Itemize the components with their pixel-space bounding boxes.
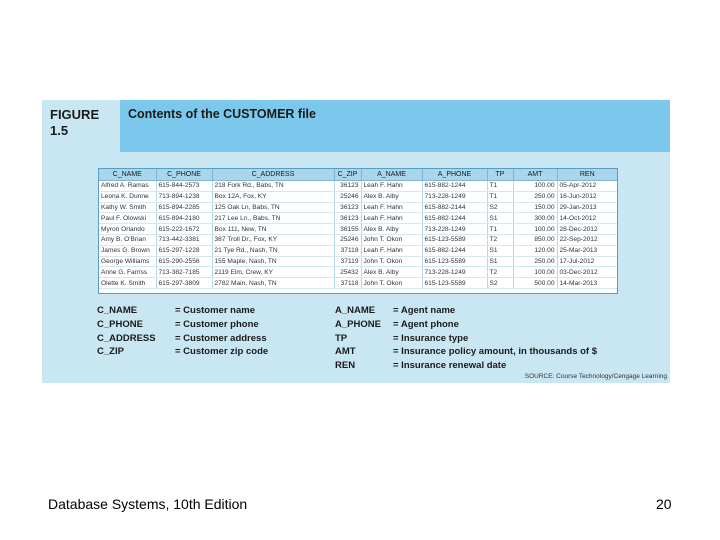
legend-field-definition: = Insurance type: [393, 332, 469, 344]
cell-c-phone: 615-844-2573: [156, 181, 212, 192]
cell-c-phone: 615-290-2556: [156, 256, 212, 267]
cell-ren: 28-Dec-2012: [557, 224, 617, 235]
table-header-row: [99, 169, 617, 181]
cell-c-name: Myron Orlando: [99, 224, 156, 235]
cell-a-name: Leah F. Hahn: [361, 181, 422, 192]
table-row: [99, 181, 617, 192]
cell-amt: 120.00: [513, 245, 557, 256]
cell-c-phone: 615-894-2180: [156, 213, 212, 224]
cell-tp: T2: [487, 234, 513, 245]
cell-a-name: Alex B. Alby: [361, 267, 422, 278]
legend-field-definition: = Agent phone: [393, 318, 459, 330]
legend-field-definition: = Customer address: [175, 332, 267, 344]
cell-tp: T1: [487, 191, 513, 202]
cell-a-phone: 615-882-2144: [422, 202, 487, 213]
cell-c-name: Kathy W. Smith: [99, 202, 156, 213]
cell-amt: 300.00: [513, 213, 557, 224]
table-row: [99, 245, 617, 256]
cell-a-name: Alex B. Alby: [361, 224, 422, 235]
figure-title: Contents of the CUSTOMER file: [128, 107, 316, 121]
legend-field-name: C_PHONE: [97, 318, 143, 330]
legend-field-definition: = Insurance policy amount, in thousands of $: [393, 346, 598, 358]
cell-c-phone: 615-297-1228: [156, 245, 212, 256]
cell-c-phone: 713-442-3381: [156, 234, 212, 245]
table-row: [99, 191, 617, 202]
cell-tp: S1: [487, 213, 513, 224]
column-header-a-phone: A_PHONE: [422, 169, 487, 181]
cell-c-address: 2782 Main, Nash, TN: [212, 278, 334, 289]
column-header-c-phone: C_PHONE: [156, 169, 212, 181]
cell-c-zip: 37118: [334, 245, 361, 256]
cell-a-phone: 615-882-1244: [422, 245, 487, 256]
cell-amt: 500.00: [513, 278, 557, 289]
footer-book-title: Database Systems, 10th Edition: [48, 496, 248, 512]
cell-ren: 03-Dec-2012: [557, 267, 617, 278]
cell-ren: 05-Apr-2012: [557, 181, 617, 192]
cell-c-name: Amy B. O'Brian: [99, 234, 156, 245]
cell-tp: T1: [487, 181, 513, 192]
cell-a-name: John T. Okon: [361, 256, 422, 267]
figure-number: 1.5: [50, 123, 69, 138]
cell-a-name: Alex B. Alby: [361, 191, 422, 202]
table-row: [99, 234, 617, 245]
cell-c-address: 2119 Elm, Crew, KY: [212, 267, 334, 278]
cell-tp: T2: [487, 267, 513, 278]
cell-amt: 100.00: [513, 224, 557, 235]
cell-c-address: 217 Lee Ln., Babs, TN: [212, 213, 334, 224]
cell-a-phone: 615-123-5589: [422, 256, 487, 267]
column-header-amt: AMT: [513, 169, 557, 181]
column-header-a-name: A_NAME: [361, 169, 422, 181]
cell-a-phone: 615-882-1244: [422, 181, 487, 192]
cell-amt: 250.00: [513, 191, 557, 202]
figure-label: FIGURE: [50, 107, 100, 122]
cell-tp: T1: [487, 224, 513, 235]
table-row: [99, 256, 617, 267]
cell-c-name: Anne G. Farriss: [99, 267, 156, 278]
cell-c-zip: 36123: [334, 181, 361, 192]
cell-c-address: Box 111, New, TN: [212, 224, 334, 235]
table-row: [99, 213, 617, 224]
cell-a-name: John T. Okon: [361, 278, 422, 289]
cell-c-zip: 36155: [334, 224, 361, 235]
cell-c-address: 125 Oak Ln, Babs, TN: [212, 202, 334, 213]
cell-a-phone: 615-123-5589: [422, 234, 487, 245]
column-header-ren: REN: [557, 169, 617, 181]
legend-field-name: C_ZIP: [97, 346, 124, 358]
cell-a-phone: 615-882-1244: [422, 213, 487, 224]
cell-tp: S2: [487, 202, 513, 213]
cell-tp: S2: [487, 278, 513, 289]
legend-field-definition: = Customer name: [175, 305, 255, 316]
table-row: [99, 202, 617, 213]
cell-amt: 250.00: [513, 256, 557, 267]
cell-a-phone: 713-228-1249: [422, 267, 487, 278]
cell-c-phone: 615-297-3809: [156, 278, 212, 289]
legend-field-definition: = Agent name: [393, 305, 456, 316]
cell-c-phone: 713-894-1238: [156, 191, 212, 202]
legend-field-name: C_ADDRESS: [97, 332, 156, 344]
cell-ren: 25-Mar-2013: [557, 245, 617, 256]
legend-field-name: AMT: [335, 346, 356, 358]
table-row: [99, 278, 617, 289]
cell-c-zip: 36123: [334, 202, 361, 213]
cell-a-phone: 713-228-1249: [422, 191, 487, 202]
column-header-c-zip: C_ZIP: [334, 169, 361, 181]
cell-ren: 29-Jan-2013: [557, 202, 617, 213]
legend-field-name: C_NAME: [97, 305, 138, 316]
cell-amt: 850.00: [513, 234, 557, 245]
cell-c-zip: 25246: [334, 234, 361, 245]
page-number: 20: [656, 496, 672, 512]
cell-c-address: 155 Maple, Nash, TN: [212, 256, 334, 267]
column-header-c-address: C_ADDRESS: [212, 169, 334, 181]
cell-c-zip: 36123: [334, 213, 361, 224]
legend-field-name: TP: [335, 332, 348, 344]
customer-file-figure: [42, 100, 670, 383]
cell-amt: 100.00: [513, 181, 557, 192]
cell-c-name: Paul F. Olowski: [99, 213, 156, 224]
cell-ren: 16-Jun-2012: [557, 191, 617, 202]
cell-c-phone: 713-382-7185: [156, 267, 212, 278]
cell-c-address: 387 Troll Dr., Fox, KY: [212, 234, 334, 245]
table-body: [99, 181, 617, 289]
cell-c-address: Box 12A, Fox, KY: [212, 191, 334, 202]
cell-tp: S1: [487, 256, 513, 267]
cell-a-name: Leah F. Hahn: [361, 213, 422, 224]
legend-field-definition: = Insurance renewal date: [393, 360, 507, 372]
cell-a-name: Leah F. Hahn: [361, 202, 422, 213]
cell-amt: 150.00: [513, 202, 557, 213]
table-row: [99, 224, 617, 235]
column-header-c-name: C_NAME: [99, 169, 156, 181]
cell-ren: 22-Sep-2012: [557, 234, 617, 245]
cell-ren: 17-Jul-2012: [557, 256, 617, 267]
cell-c-zip: 25246: [334, 191, 361, 202]
cell-c-name: George Williams: [99, 256, 156, 267]
cell-c-name: Leona K. Dunne: [99, 191, 156, 202]
legend-field-definition: = Customer zip code: [175, 346, 269, 358]
cell-a-phone: 713-228-1249: [422, 224, 487, 235]
legend-field-name: A_PHONE: [335, 318, 381, 330]
legend-field-name: REN: [335, 360, 356, 372]
cell-c-address: 21 Tye Rd., Nash, TN: [212, 245, 334, 256]
table-row: [99, 267, 617, 278]
cell-c-name: Olette K. Smith: [99, 278, 156, 289]
cell-a-phone: 615-123-5589: [422, 278, 487, 289]
cell-c-phone: 615-894-2285: [156, 202, 212, 213]
cell-c-phone: 615-222-1672: [156, 224, 212, 235]
cell-c-zip: 37119: [334, 256, 361, 267]
cell-ren: 14-Mar-2013: [557, 278, 617, 289]
cell-a-name: John T. Okon: [361, 234, 422, 245]
cell-amt: 100.00: [513, 267, 557, 278]
figure-label-box: [42, 100, 120, 152]
cell-c-name: Alfred A. Ramas: [99, 181, 156, 192]
customer-table: [99, 169, 617, 289]
legend-field-name: A_NAME: [335, 305, 376, 316]
cell-a-name: Leah F. Hahn: [361, 245, 422, 256]
cell-tp: S1: [487, 245, 513, 256]
cell-c-address: 218 Fork Rd., Babs, TN: [212, 181, 334, 192]
legend-field-definition: = Customer phone: [175, 318, 259, 330]
column-header-tp: TP: [487, 169, 513, 181]
cell-c-zip: 37118: [334, 278, 361, 289]
cell-ren: 14-Oct-2012: [557, 213, 617, 224]
customer-table-container: [98, 168, 618, 294]
source-credit: SOURCE: Course Technology/Cengage Learning: [524, 373, 667, 380]
cell-c-zip: 25432: [334, 267, 361, 278]
cell-c-name: James G. Brown: [99, 245, 156, 256]
